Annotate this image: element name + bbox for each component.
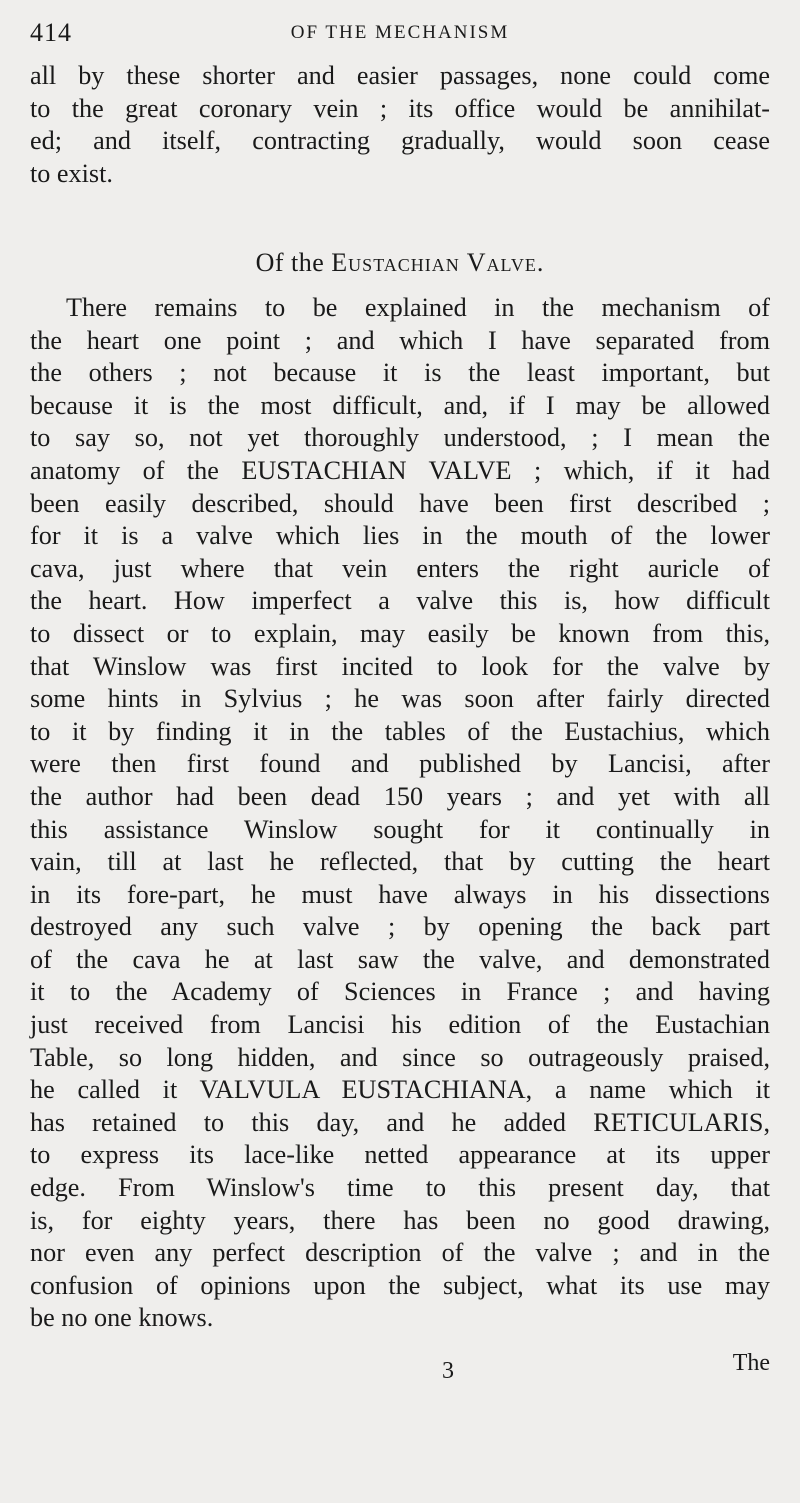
text-line: for it is a valve which lies in the mouth of the lower [30, 521, 770, 551]
section-heading-prefix: Of the [255, 248, 332, 277]
text-line: anatomy of the EUSTACHIAN VALVE ; which, if it had [30, 455, 770, 485]
text-line: edge. From Winslow's time to this present day, that [30, 1173, 770, 1203]
text-line: the others ; not because it is the least important, but [30, 358, 770, 388]
running-header [30, 18, 770, 50]
text-line: destroyed any such valve ; by opening the back part [30, 912, 770, 942]
running-title: OF THE MECHANISM [290, 22, 510, 43]
text-line: to express its lace-like netted appearance at its upper [30, 1140, 770, 1170]
text-line: has retained to this day, and he added RETICULARIS, [30, 1107, 770, 1137]
text-line: nor even any perfect description of the valve ; and in the [30, 1238, 770, 1268]
text-line: the heart. How imperfect a valve this is, how difficult [30, 586, 770, 616]
text-line: ed; and itself, contracting gradually, would soon cease [30, 126, 770, 156]
text-line: just received from Lancisi his edition of the Eustachian [30, 1010, 770, 1040]
text-line: to it by finding it in the tables of the Eustachius, which [30, 716, 770, 746]
text-line: because it is the most difficult, and, if I may be allowed [30, 390, 770, 420]
text-line: in its fore-part, he must have always in his dissections [30, 879, 770, 909]
section-heading-title: Eustachian Valve. [331, 248, 545, 277]
text-line: Table, so long hidden, and since so outrageously praised, [30, 1042, 770, 1072]
catchword: The [732, 1350, 770, 1376]
text-line: to the great coronary vein ; its office would be annihilat- [30, 93, 770, 123]
text-line: of the cava he at last saw the valve, and demonstrated [30, 944, 770, 974]
text-line: to say so, not yet thoroughly understood, ; I mean the [30, 423, 770, 453]
text-line: be no one knows. [30, 1303, 214, 1333]
text-line: vain, till at last he reflected, that by cutting the heart [30, 847, 770, 877]
text-line: is, for eighty years, there has been no good drawing, [30, 1205, 770, 1235]
signature-mark: 3 [442, 1358, 454, 1384]
text-line: There remains to be explained in the mechanism of [66, 293, 770, 322]
text-line: that Winslow was first incited to look for the valve by [30, 651, 770, 681]
text-line: all by these shorter and easier passages, none could come [30, 61, 770, 90]
text-line: been easily described, should have been first described ; [30, 488, 770, 518]
text-line: he called it VALVULA EUSTACHIANA, a name which it [30, 1075, 770, 1105]
text-line: this assistance Winslow sought for it continually in [30, 814, 770, 844]
text-line: to exist. [30, 158, 113, 188]
text-line: the heart one point ; and which I have separated from [30, 325, 770, 355]
page-footer [30, 1350, 770, 1386]
text-line: confusion of opinions upon the subject, what its use may [30, 1270, 770, 1300]
continued-paragraph [30, 60, 770, 190]
text-line: to dissect or to explain, may easily be known from this, [30, 618, 770, 648]
section-heading [30, 248, 770, 278]
text-line: cava, just where that vein enters the right auricle of [30, 553, 770, 583]
main-paragraph [30, 292, 770, 1335]
page-number: 414 [30, 18, 72, 47]
text-line: were then first found and published by Lancisi, after [30, 749, 770, 779]
text-line: it to the Academy of Sciences in France ; and having [30, 977, 770, 1007]
text-line: the author had been dead 150 years ; and yet with all [30, 781, 770, 811]
text-line: some hints in Sylvius ; he was soon after fairly directed [30, 684, 770, 714]
